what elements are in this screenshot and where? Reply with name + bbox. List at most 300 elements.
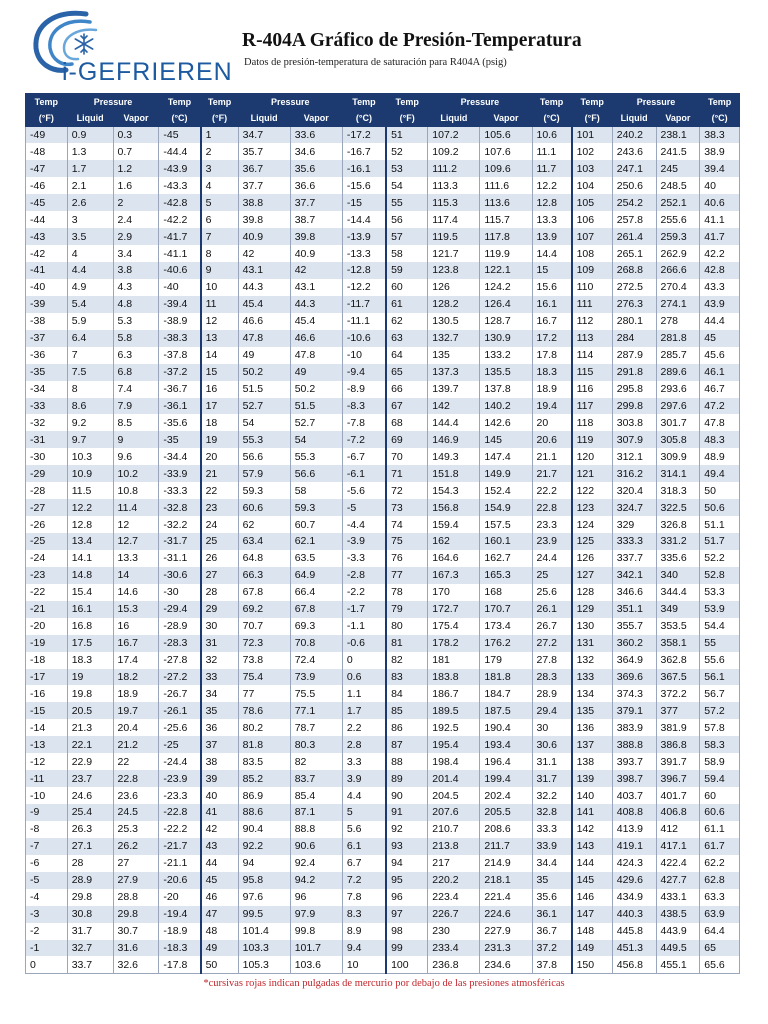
table-row — [26, 702, 740, 719]
vapor-pressure-cell: 372.2 — [656, 685, 700, 702]
table-row — [26, 228, 740, 245]
vapor-pressure-cell: 117.8 — [480, 228, 532, 245]
vapor-pressure-cell: 8.5 — [113, 414, 159, 431]
liquid-pressure-cell: 105.3 — [238, 956, 290, 973]
temp-c-cell: 34.4 — [532, 855, 572, 872]
table-row — [26, 245, 740, 262]
temp-f-cell: -40 — [26, 279, 68, 296]
temp-f-cell: 59 — [386, 262, 428, 279]
table-row — [26, 482, 740, 499]
liquid-pressure-cell: 181 — [428, 652, 480, 669]
vapor-pressure-cell: 103.6 — [290, 956, 342, 973]
temp-f-cell: -20 — [26, 618, 68, 635]
liquid-pressure-cell: 80.2 — [238, 719, 290, 736]
vapor-pressure-cell: 255.6 — [656, 211, 700, 228]
temp-f-cell: 141 — [572, 804, 613, 821]
table-row — [26, 804, 740, 821]
vapor-pressure-cell: 99.8 — [290, 923, 342, 940]
temp-f-cell: -7 — [26, 838, 68, 855]
temp-c-cell: 46.7 — [700, 381, 740, 398]
vapor-pressure-cell: 149.9 — [480, 465, 532, 482]
vapor-pressure-cell: 196.4 — [480, 753, 532, 770]
liquid-pressure-cell: 33.7 — [67, 956, 113, 973]
liquid-pressure-cell: 213.8 — [428, 838, 480, 855]
vapor-pressure-cell: 318.3 — [656, 482, 700, 499]
liquid-pressure-cell: 164.6 — [428, 550, 480, 567]
liquid-pressure-cell: 243.6 — [612, 143, 656, 160]
vapor-pressure-cell: 23.6 — [113, 787, 159, 804]
vapor-pressure-cell: 77.1 — [290, 702, 342, 719]
temp-f-cell: 125 — [572, 533, 613, 550]
liquid-pressure-cell: 250.6 — [612, 177, 656, 194]
temp-f-cell: 119 — [572, 431, 613, 448]
temp-f-cell: 0 — [26, 956, 68, 973]
liquid-pressure-cell: 379.1 — [612, 702, 656, 719]
header-unit-f: (°F) — [386, 110, 428, 127]
temp-f-cell: 20 — [201, 448, 239, 465]
temp-c-cell: 52.8 — [700, 567, 740, 584]
vapor-pressure-cell: 27 — [113, 855, 159, 872]
vapor-pressure-cell: 128.7 — [480, 313, 532, 330]
vapor-pressure-cell: 238.1 — [656, 127, 700, 144]
vapor-pressure-cell: 52.7 — [290, 414, 342, 431]
temp-c-cell: 60 — [700, 787, 740, 804]
vapor-pressure-cell: 69.3 — [290, 618, 342, 635]
table-row — [26, 398, 740, 415]
liquid-pressure-cell: 26.3 — [67, 821, 113, 838]
header-temp-c: Temp — [342, 94, 386, 111]
temp-c-cell: 47.2 — [700, 398, 740, 415]
temp-f-cell: 63 — [386, 330, 428, 347]
vapor-pressure-cell: 193.4 — [480, 736, 532, 753]
vapor-pressure-cell: 190.4 — [480, 719, 532, 736]
vapor-pressure-cell: 162.7 — [480, 550, 532, 567]
temp-f-cell: 24 — [201, 516, 239, 533]
temp-f-cell: 26 — [201, 550, 239, 567]
temp-f-cell: 93 — [386, 838, 428, 855]
vapor-pressure-cell: 358.1 — [656, 635, 700, 652]
temp-c-cell: 38.9 — [700, 143, 740, 160]
table-row — [26, 313, 740, 330]
liquid-pressure-cell: 13.4 — [67, 533, 113, 550]
vapor-pressure-cell: 13.3 — [113, 550, 159, 567]
liquid-pressure-cell: 247.1 — [612, 160, 656, 177]
temp-f-cell: -15 — [26, 702, 68, 719]
liquid-pressure-cell: 445.8 — [612, 923, 656, 940]
temp-c-cell: -23.9 — [159, 770, 201, 787]
temp-f-cell: 89 — [386, 770, 428, 787]
vapor-pressure-cell: 12.7 — [113, 533, 159, 550]
table-row — [26, 160, 740, 177]
temp-f-cell: 2 — [201, 143, 239, 160]
vapor-pressure-cell: 427.7 — [656, 872, 700, 889]
vapor-pressure-cell: 22 — [113, 753, 159, 770]
temp-c-cell: 58.9 — [700, 753, 740, 770]
header-liquid: Liquid — [428, 110, 480, 127]
liquid-pressure-cell: 6.4 — [67, 330, 113, 347]
liquid-pressure-cell: 186.7 — [428, 685, 480, 702]
temp-f-cell: 8 — [201, 245, 239, 262]
liquid-pressure-cell: 162 — [428, 533, 480, 550]
vapor-pressure-cell: 32.6 — [113, 956, 159, 973]
temp-c-cell: -1.1 — [342, 618, 386, 635]
temp-f-cell: 136 — [572, 719, 613, 736]
vapor-pressure-cell: 2.9 — [113, 228, 159, 245]
vapor-pressure-cell: 30.7 — [113, 923, 159, 940]
temp-f-cell: 128 — [572, 584, 613, 601]
liquid-pressure-cell: 97.6 — [238, 889, 290, 906]
vapor-pressure-cell: 165.3 — [480, 567, 532, 584]
temp-c-cell: 56.1 — [700, 669, 740, 686]
temp-f-cell: 68 — [386, 414, 428, 431]
temp-c-cell: -18.9 — [159, 923, 201, 940]
vapor-pressure-cell: 34.6 — [290, 143, 342, 160]
vapor-pressure-cell: 449.5 — [656, 940, 700, 957]
liquid-pressure-cell: 28.9 — [67, 872, 113, 889]
liquid-pressure-cell: 0.9 — [67, 127, 113, 144]
liquid-pressure-cell: 388.8 — [612, 736, 656, 753]
temp-c-cell: 42.2 — [700, 245, 740, 262]
temp-c-cell: -45 — [159, 127, 201, 144]
table-row — [26, 296, 740, 313]
liquid-pressure-cell: 210.7 — [428, 821, 480, 838]
vapor-pressure-cell: 231.3 — [480, 940, 532, 957]
vapor-pressure-cell: 11.4 — [113, 499, 159, 516]
liquid-pressure-cell: 383.9 — [612, 719, 656, 736]
header-unit-f: (°F) — [201, 110, 239, 127]
temp-f-cell: 81 — [386, 635, 428, 652]
temp-f-cell: 48 — [201, 923, 239, 940]
table-row — [26, 889, 740, 906]
liquid-pressure-cell: 316.2 — [612, 465, 656, 482]
header-temp-c: Temp — [159, 94, 201, 111]
liquid-pressure-cell: 60.6 — [238, 499, 290, 516]
vapor-pressure-cell: 199.4 — [480, 770, 532, 787]
vapor-pressure-cell: 40.9 — [290, 245, 342, 262]
temp-f-cell: 83 — [386, 669, 428, 686]
liquid-pressure-cell: 142 — [428, 398, 480, 415]
temp-c-cell: 45 — [700, 330, 740, 347]
footnote: *cursivas rojas indican pulgadas de mercurio por debajo de las presiones atmosféricas — [203, 978, 565, 989]
page-subtitle: Datos de presión-temperatura de saturación para R404A (psig) — [244, 57, 507, 68]
vapor-pressure-cell: 97.9 — [290, 906, 342, 923]
temp-f-cell: 98 — [386, 923, 428, 940]
vapor-pressure-cell: 37.7 — [290, 194, 342, 211]
temp-f-cell: 61 — [386, 296, 428, 313]
temp-c-cell: -10.6 — [342, 330, 386, 347]
temp-c-cell: 65.6 — [700, 956, 740, 973]
temp-c-cell: 50.6 — [700, 499, 740, 516]
liquid-pressure-cell: 175.4 — [428, 618, 480, 635]
temp-f-cell: -4 — [26, 889, 68, 906]
temp-c-cell: 11.7 — [532, 160, 572, 177]
vapor-pressure-cell: 160.1 — [480, 533, 532, 550]
liquid-pressure-cell: 324.7 — [612, 499, 656, 516]
temp-c-cell: -26.7 — [159, 685, 201, 702]
temp-c-cell: 42.8 — [700, 262, 740, 279]
liquid-pressure-cell: 39.8 — [238, 211, 290, 228]
temp-f-cell: -13 — [26, 736, 68, 753]
vapor-pressure-cell: 47.8 — [290, 347, 342, 364]
liquid-pressure-cell: 21.3 — [67, 719, 113, 736]
temp-f-cell: 130 — [572, 618, 613, 635]
temp-c-cell: -23.3 — [159, 787, 201, 804]
liquid-pressure-cell: 66.3 — [238, 567, 290, 584]
vapor-pressure-cell: 119.9 — [480, 245, 532, 262]
liquid-pressure-cell: 329 — [612, 516, 656, 533]
vapor-pressure-cell: 27.9 — [113, 872, 159, 889]
temp-f-cell: 27 — [201, 567, 239, 584]
vapor-pressure-cell: 96 — [290, 889, 342, 906]
temp-f-cell: 121 — [572, 465, 613, 482]
header-vapor: Vapor — [480, 110, 532, 127]
temp-f-cell: 102 — [572, 143, 613, 160]
liquid-pressure-cell: 137.3 — [428, 364, 480, 381]
liquid-pressure-cell: 40.9 — [238, 228, 290, 245]
temp-f-cell: 7 — [201, 228, 239, 245]
vapor-pressure-cell: 340 — [656, 567, 700, 584]
temp-f-cell: 147 — [572, 906, 613, 923]
table-row — [26, 499, 740, 516]
header-pressure: Pressure — [612, 94, 700, 111]
temp-f-cell: 150 — [572, 956, 613, 973]
temp-c-cell: 62.8 — [700, 872, 740, 889]
header-liquid: Liquid — [67, 110, 113, 127]
liquid-pressure-cell: 52.7 — [238, 398, 290, 415]
temp-c-cell: 50 — [700, 482, 740, 499]
temp-f-cell: -43 — [26, 228, 68, 245]
temp-c-cell: 9.4 — [342, 940, 386, 957]
vapor-pressure-cell: 31.6 — [113, 940, 159, 957]
header-temp-c: Temp — [700, 94, 740, 111]
liquid-pressure-cell: 130.5 — [428, 313, 480, 330]
vapor-pressure-cell: 19.7 — [113, 702, 159, 719]
temp-c-cell: 62.2 — [700, 855, 740, 872]
temp-c-cell: -42.2 — [159, 211, 201, 228]
temp-c-cell: -17.8 — [159, 956, 201, 973]
vapor-pressure-cell: 62.1 — [290, 533, 342, 550]
temp-f-cell: 15 — [201, 364, 239, 381]
header-unit-f: (°F) — [26, 110, 68, 127]
temp-c-cell: -41.1 — [159, 245, 201, 262]
temp-f-cell: 97 — [386, 906, 428, 923]
vapor-pressure-cell: 326.8 — [656, 516, 700, 533]
vapor-pressure-cell: 60.7 — [290, 516, 342, 533]
liquid-pressure-cell: 393.7 — [612, 753, 656, 770]
temp-f-cell: 106 — [572, 211, 613, 228]
temp-f-cell: 139 — [572, 770, 613, 787]
liquid-pressure-cell: 220.2 — [428, 872, 480, 889]
temp-f-cell: 12 — [201, 313, 239, 330]
vapor-pressure-cell: 39.8 — [290, 228, 342, 245]
liquid-pressure-cell: 57.9 — [238, 465, 290, 482]
vapor-pressure-cell: 176.2 — [480, 635, 532, 652]
liquid-pressure-cell: 139.7 — [428, 381, 480, 398]
temp-f-cell: 38 — [201, 753, 239, 770]
liquid-pressure-cell: 7 — [67, 347, 113, 364]
vapor-pressure-cell: 0.7 — [113, 143, 159, 160]
vapor-pressure-cell: 16 — [113, 618, 159, 635]
liquid-pressure-cell: 1.7 — [67, 160, 113, 177]
vapor-pressure-cell: 406.8 — [656, 804, 700, 821]
liquid-pressure-cell: 16.1 — [67, 601, 113, 618]
temp-f-cell: 100 — [386, 956, 428, 973]
vapor-pressure-cell: 147.4 — [480, 448, 532, 465]
liquid-pressure-cell: 144.4 — [428, 414, 480, 431]
temp-f-cell: 39 — [201, 770, 239, 787]
temp-f-cell: 30 — [201, 618, 239, 635]
temp-c-cell: -12.2 — [342, 279, 386, 296]
temp-c-cell: 29.4 — [532, 702, 572, 719]
header-pressure: Pressure — [67, 94, 159, 111]
liquid-pressure-cell: 9.7 — [67, 431, 113, 448]
vapor-pressure-cell: 24.5 — [113, 804, 159, 821]
temp-c-cell: -36.1 — [159, 398, 201, 415]
liquid-pressure-cell: 189.5 — [428, 702, 480, 719]
temp-f-cell: -32 — [26, 414, 68, 431]
liquid-pressure-cell: 27.1 — [67, 838, 113, 855]
liquid-pressure-cell: 295.8 — [612, 381, 656, 398]
vapor-pressure-cell: 412 — [656, 821, 700, 838]
temp-c-cell: 36.1 — [532, 906, 572, 923]
temp-f-cell: -9 — [26, 804, 68, 821]
temp-f-cell: 143 — [572, 838, 613, 855]
temp-f-cell: 137 — [572, 736, 613, 753]
table-row — [26, 787, 740, 804]
temp-c-cell: -28.9 — [159, 618, 201, 635]
liquid-pressure-cell: 12.8 — [67, 516, 113, 533]
table-row — [26, 601, 740, 618]
temp-f-cell: 131 — [572, 635, 613, 652]
temp-c-cell: -24.4 — [159, 753, 201, 770]
vapor-pressure-cell: 293.6 — [656, 381, 700, 398]
temp-c-cell: 3.3 — [342, 753, 386, 770]
temp-f-cell: 33 — [201, 669, 239, 686]
vapor-pressure-cell: 15.3 — [113, 601, 159, 618]
vapor-pressure-cell: 7.4 — [113, 381, 159, 398]
liquid-pressure-cell: 12.2 — [67, 499, 113, 516]
liquid-pressure-cell: 121.7 — [428, 245, 480, 262]
liquid-pressure-cell: 201.4 — [428, 770, 480, 787]
temp-f-cell: 86 — [386, 719, 428, 736]
liquid-pressure-cell: 183.8 — [428, 669, 480, 686]
temp-c-cell: -43.3 — [159, 177, 201, 194]
temp-c-cell: 25.6 — [532, 584, 572, 601]
vapor-pressure-cell: 14.6 — [113, 584, 159, 601]
liquid-pressure-cell: 192.5 — [428, 719, 480, 736]
liquid-pressure-cell: 217 — [428, 855, 480, 872]
temp-f-cell: -28 — [26, 482, 68, 499]
temp-f-cell: -34 — [26, 381, 68, 398]
temp-f-cell: 78 — [386, 584, 428, 601]
vapor-pressure-cell: 133.2 — [480, 347, 532, 364]
liquid-pressure-cell: 207.6 — [428, 804, 480, 821]
temp-c-cell: 55.6 — [700, 652, 740, 669]
table-row — [26, 279, 740, 296]
temp-f-cell: 71 — [386, 465, 428, 482]
temp-f-cell: 47 — [201, 906, 239, 923]
vapor-pressure-cell: 49 — [290, 364, 342, 381]
temp-c-cell: -22.8 — [159, 804, 201, 821]
temp-c-cell: -19.4 — [159, 906, 201, 923]
vapor-pressure-cell: 122.1 — [480, 262, 532, 279]
vapor-pressure-cell: 386.8 — [656, 736, 700, 753]
liquid-pressure-cell: 19.8 — [67, 685, 113, 702]
temp-c-cell: 53.3 — [700, 584, 740, 601]
temp-c-cell: 38.3 — [700, 127, 740, 144]
temp-c-cell: -11.7 — [342, 296, 386, 313]
temp-c-cell: 48.3 — [700, 431, 740, 448]
temp-c-cell: -7.8 — [342, 414, 386, 431]
vapor-pressure-cell: 16.7 — [113, 635, 159, 652]
temp-f-cell: 101 — [572, 127, 613, 144]
temp-c-cell: -13.9 — [342, 228, 386, 245]
temp-c-cell: 32.8 — [532, 804, 572, 821]
liquid-pressure-cell: 11.5 — [67, 482, 113, 499]
temp-c-cell: 43.3 — [700, 279, 740, 296]
liquid-pressure-cell: 265.1 — [612, 245, 656, 262]
table-row — [26, 550, 740, 567]
temp-f-cell: 94 — [386, 855, 428, 872]
temp-c-cell: -20 — [159, 889, 201, 906]
vapor-pressure-cell: 58 — [290, 482, 342, 499]
liquid-pressure-cell: 307.9 — [612, 431, 656, 448]
liquid-pressure-cell: 284 — [612, 330, 656, 347]
table-row — [26, 618, 740, 635]
liquid-pressure-cell: 346.6 — [612, 584, 656, 601]
temp-c-cell: 10 — [342, 956, 386, 973]
liquid-pressure-cell: 20.5 — [67, 702, 113, 719]
temp-f-cell: 142 — [572, 821, 613, 838]
vapor-pressure-cell: 0.3 — [113, 127, 159, 144]
temp-f-cell: 17 — [201, 398, 239, 415]
temp-c-cell: 19.4 — [532, 398, 572, 415]
temp-c-cell: 28.3 — [532, 669, 572, 686]
vapor-pressure-cell: 43.1 — [290, 279, 342, 296]
temp-f-cell: 65 — [386, 364, 428, 381]
vapor-pressure-cell: 362.8 — [656, 652, 700, 669]
temp-f-cell: -17 — [26, 669, 68, 686]
temp-c-cell: 41.1 — [700, 211, 740, 228]
liquid-pressure-cell: 1.3 — [67, 143, 113, 160]
temp-f-cell: -16 — [26, 685, 68, 702]
table-row — [26, 330, 740, 347]
vapor-pressure-cell: 21.2 — [113, 736, 159, 753]
temp-f-cell: -42 — [26, 245, 68, 262]
liquid-pressure-cell: 31.7 — [67, 923, 113, 940]
temp-f-cell: 73 — [386, 499, 428, 516]
temp-f-cell: 99 — [386, 940, 428, 957]
vapor-pressure-cell: 26.2 — [113, 838, 159, 855]
table-row — [26, 516, 740, 533]
liquid-pressure-cell: 29.8 — [67, 889, 113, 906]
temp-f-cell: -1 — [26, 940, 68, 957]
temp-c-cell: -21.1 — [159, 855, 201, 872]
vapor-pressure-cell: 54 — [290, 431, 342, 448]
vapor-pressure-cell: 51.5 — [290, 398, 342, 415]
temp-c-cell: 12.2 — [532, 177, 572, 194]
liquid-pressure-cell: 101.4 — [238, 923, 290, 940]
temp-f-cell: -26 — [26, 516, 68, 533]
vapor-pressure-cell: 50.2 — [290, 381, 342, 398]
header-unit-c: (°C) — [532, 110, 572, 127]
liquid-pressure-cell: 198.4 — [428, 753, 480, 770]
vapor-pressure-cell: 349 — [656, 601, 700, 618]
liquid-pressure-cell: 126 — [428, 279, 480, 296]
temp-c-cell: 7.2 — [342, 872, 386, 889]
liquid-pressure-cell: 226.7 — [428, 906, 480, 923]
temp-f-cell: 75 — [386, 533, 428, 550]
